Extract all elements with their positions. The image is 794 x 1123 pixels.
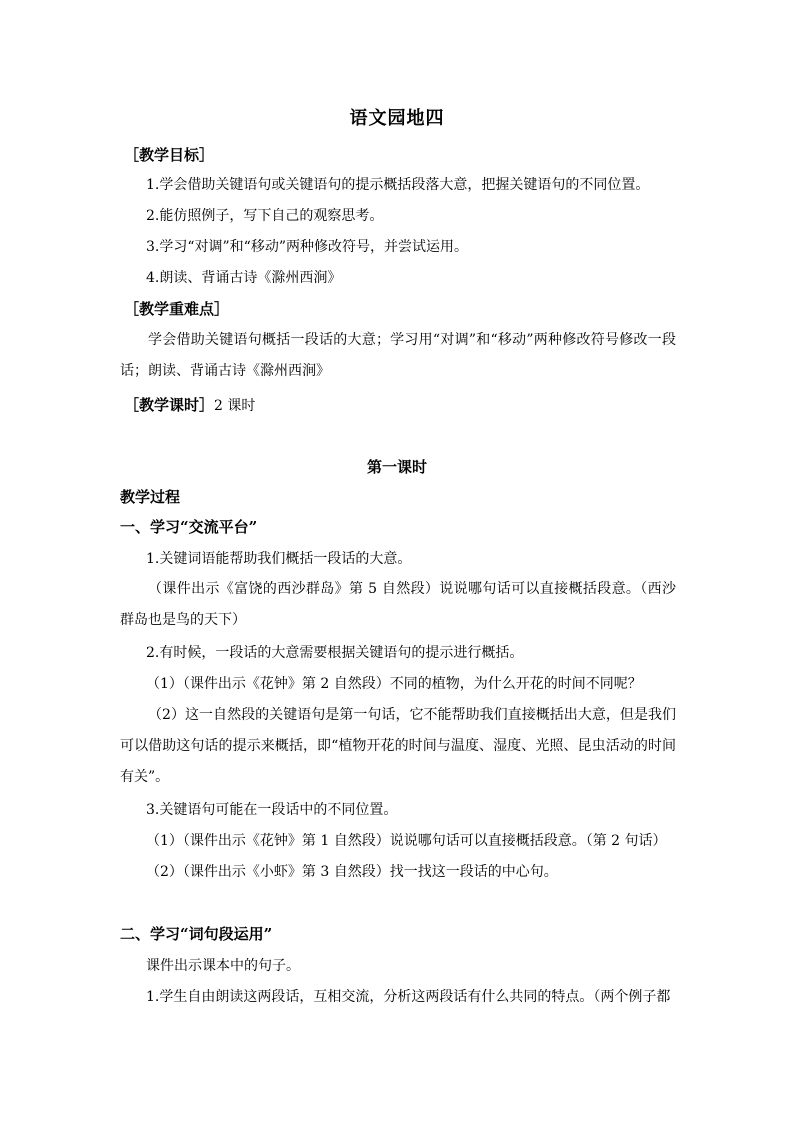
section-1-heading: 一、学习“交流平台” <box>120 518 258 536</box>
section-1-paragraph-2: （课件出示《富饶的西沙群岛》第 5 自然段）说说哪句话可以直接概括段意。（西沙群岛也是鸟的天下） <box>120 581 676 628</box>
key-points-text: 学会借助关键语句概括一段话的大意；学习用“对调”和“移动”两种修改符号修改一段话；朗读、背诵古诗《滁州西涧》 <box>120 332 676 379</box>
section-2-paragraph-1: 课件出示课本中的句子。 <box>146 958 300 974</box>
key-points-heading: ［教学重难点］ <box>124 300 230 318</box>
objective-item-4: 4.朗读、背诵古诗《滁州西涧》 <box>146 270 342 286</box>
objectives-heading: ［教学目标］ <box>124 146 215 164</box>
periods-heading: ［教学课时］ <box>124 396 215 414</box>
lesson-title: 第一课时 <box>366 458 427 476</box>
objective-item-1: 1.学会借助关键语句或关键语句的提示概括段落大意，把握关键语句的不同位置。 <box>146 177 650 193</box>
section-1-paragraph-4: （1）（课件出示《花钟》第 2 自然段）不同的植物，为什么开花的时间不同呢？ <box>146 676 642 692</box>
section-1-paragraph-7: （1）（课件出示《花钟》第 1 自然段）说说哪句话可以直接概括段意。（第 2 句话） <box>146 833 667 849</box>
section-1-paragraph-6: 3.关键语句可能在一段话中的不同位置。 <box>146 802 398 818</box>
document-title: 语文园地四 <box>349 108 445 129</box>
section-1-paragraph-5: （2）这一自然段的关键语句是第一句话，它不能帮助我们直接概括出大意，但是我们可以借助这句话的提示来概括，即“植物开花的时间与温度、湿度、光照、昆虫活动的时间有关”。 <box>120 707 676 785</box>
process-heading: 教学过程 <box>120 488 181 506</box>
objective-item-3: 3.学习“对调”和“移动”两种修改符号，并尝试运用。 <box>146 239 468 255</box>
section-1-paragraph-1: 1.关键词语能帮助我们概括一段话的大意。 <box>146 551 412 567</box>
periods-row <box>124 394 255 415</box>
section-2-paragraph-2: 1.学生自由朗读这两段话，互相交流，分析这两段话有什么共同的特点。（两个例子都 <box>146 989 671 1005</box>
periods-value: 2 课时 <box>214 398 256 414</box>
section-1-paragraph-3: 2.有时候，一段话的大意需要根据关键语句的提示进行概括。 <box>146 645 524 661</box>
section-2-heading: 二、学习“词句段运用” <box>120 925 273 943</box>
section-1-paragraph-8: （2）（课件出示《小虾》第 3 自然段）找一找这一段话的中心句。 <box>146 864 558 880</box>
objective-item-2: 2.能仿照例子，写下自己的观察思考。 <box>146 208 384 224</box>
